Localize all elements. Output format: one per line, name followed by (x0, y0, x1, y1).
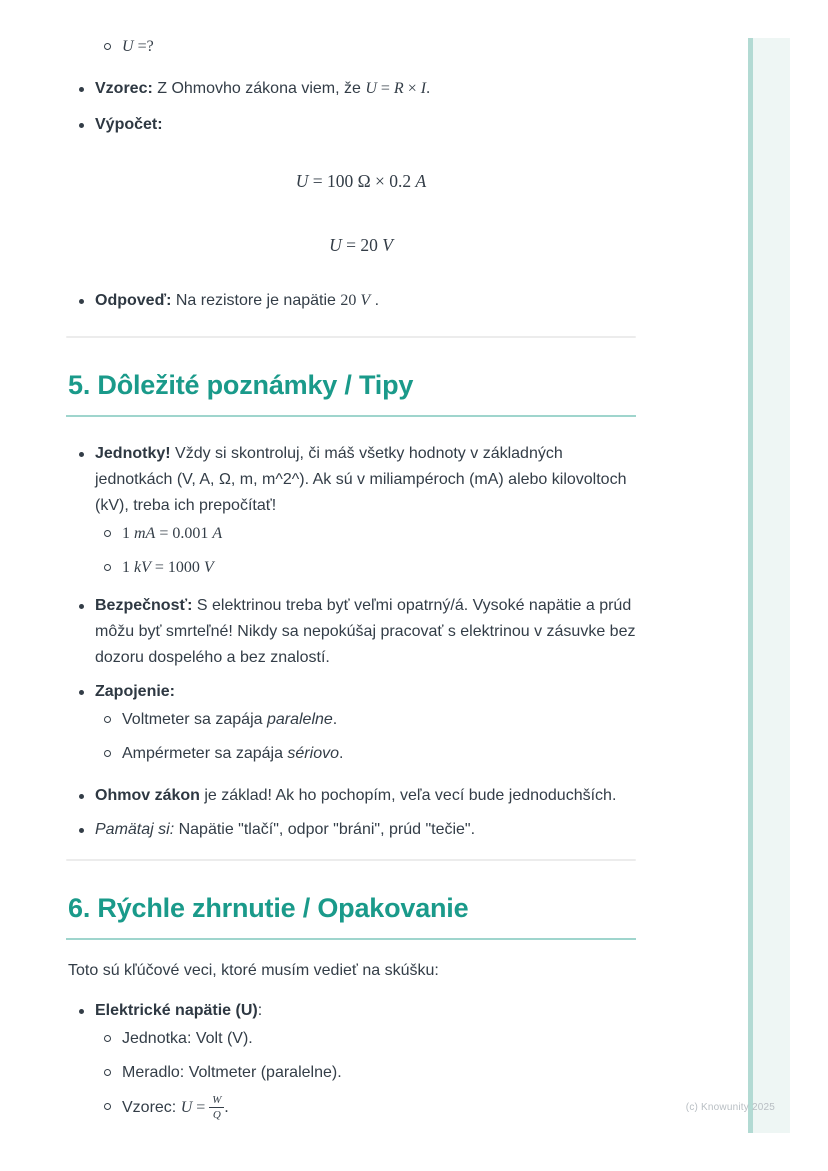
bullet-icon (79, 123, 84, 128)
bullet-icon (79, 828, 84, 833)
ampermeter-text: Ampérmeter sa zapája sériovo. (122, 745, 344, 762)
notes-page (66, 34, 636, 1121)
jednotky-text: Jednotky! Vždy si skontroluj, či máš všetky hodnoty v základných jednotkách (V, A, Ω, m, m^2^). Ak sú v miliampéroch (mA) alebo kilovoltoch (kV), treba ich prepočítať! (95, 445, 627, 514)
ohmov-text: Ohmov zákon je základ! Ak ho pochopím, veľa vecí bude jednoduchších. (95, 787, 617, 804)
list-item-meradlo (66, 1060, 636, 1086)
bezpecnost-text: Bezpečnosť: S elektrinou treba byť veľmi opatrný/á. Vysoké napätie a prúd môžu byť smrteľné! Nikdy sa nepokúšaj pracovať s elektrinou v zásuvke bez dozoru dospelého a bez znalostí. (95, 597, 636, 666)
circle-bullet-icon (104, 750, 111, 757)
circle-bullet-icon (104, 716, 111, 723)
circle-bullet-icon (104, 564, 111, 571)
list-item-ampermeter (66, 741, 636, 767)
napatie-label: Elektrické napätie (U): (95, 1002, 263, 1019)
bullet-icon (79, 794, 84, 799)
list-item-zapojenie (66, 679, 636, 705)
list-item-unknown (66, 34, 636, 60)
page-scrollbar[interactable] (748, 38, 790, 1133)
zapojenie-label: Zapojenie: (95, 683, 176, 700)
section-5-heading: 5. Dôležité poznámky / Tipy (66, 368, 636, 417)
voltmeter-text: Voltmeter sa zapája paralelne. (122, 711, 338, 728)
list-item-napatie (66, 998, 636, 1024)
circle-bullet-icon (104, 1035, 111, 1042)
bullet-icon (79, 604, 84, 609)
list-item-jednotka (66, 1026, 636, 1052)
equation-1: U = 100 Ω × 0.2 A (295, 171, 427, 191)
copyright-watermark: (c) Knowunity 2025 (685, 1102, 775, 1113)
list-item-ohmov (66, 783, 636, 809)
circle-bullet-icon (104, 43, 111, 50)
bullet-icon (79, 690, 84, 695)
circle-bullet-icon (104, 530, 111, 537)
bullet-icon (79, 1009, 84, 1014)
circle-bullet-icon (104, 1103, 111, 1110)
conversion-kv-text: 1 kV = 1000 V (122, 559, 214, 576)
bullet-icon (79, 299, 84, 304)
list-item-bezpecnost (66, 593, 636, 671)
meradlo-text: Meradlo: Voltmeter (paralelne). (122, 1064, 342, 1081)
list-item-odpoved (66, 288, 636, 314)
odpoved-text: Odpoveď: Na rezistore je napätie 20 V . (95, 292, 380, 309)
list-item-vzorec-u (66, 1094, 636, 1121)
equation-2: U = 20 V (329, 235, 393, 255)
conversion-ma-text: 1 mA = 0.001 A (122, 525, 223, 542)
bullet-icon (79, 452, 84, 457)
section-divider (66, 336, 636, 338)
fraction-w-over-q: $\frac{W}{Q}$ (209, 1094, 224, 1121)
vzorec-u-text: Vzorec: U = $\frac{W}{Q}$ . (122, 1094, 229, 1122)
list-item-conv-kv (66, 555, 636, 581)
circle-bullet-icon (104, 1069, 111, 1076)
list-item-jednotky (66, 441, 636, 519)
section-divider (66, 859, 636, 861)
unknown-value-text: U =? (122, 38, 154, 55)
list-item-conv-ma (66, 521, 636, 547)
pamataj-text: Pamätaj si: Napätie "tlačí", odpor "bráni", prúd "tečie". (95, 821, 476, 838)
vzorec-text: Vzorec: Z Ohmovho zákona viem, že U = R × I. (95, 80, 431, 97)
list-item-vypocet (66, 112, 636, 138)
section-6-intro: Toto sú kľúčové veci, ktoré musím vedieť na skúšku: (68, 962, 439, 979)
vypocet-label: Výpočet: (95, 116, 163, 133)
list-item-vzorec (66, 76, 636, 102)
list-item-pamataj (66, 817, 636, 843)
list-item-voltmeter (66, 707, 636, 733)
section-6-heading: 6. Rýchle zhrnutie / Opakovanie (66, 891, 636, 940)
bullet-icon (79, 87, 84, 92)
jednotka-text: Jednotka: Volt (V). (122, 1030, 253, 1047)
